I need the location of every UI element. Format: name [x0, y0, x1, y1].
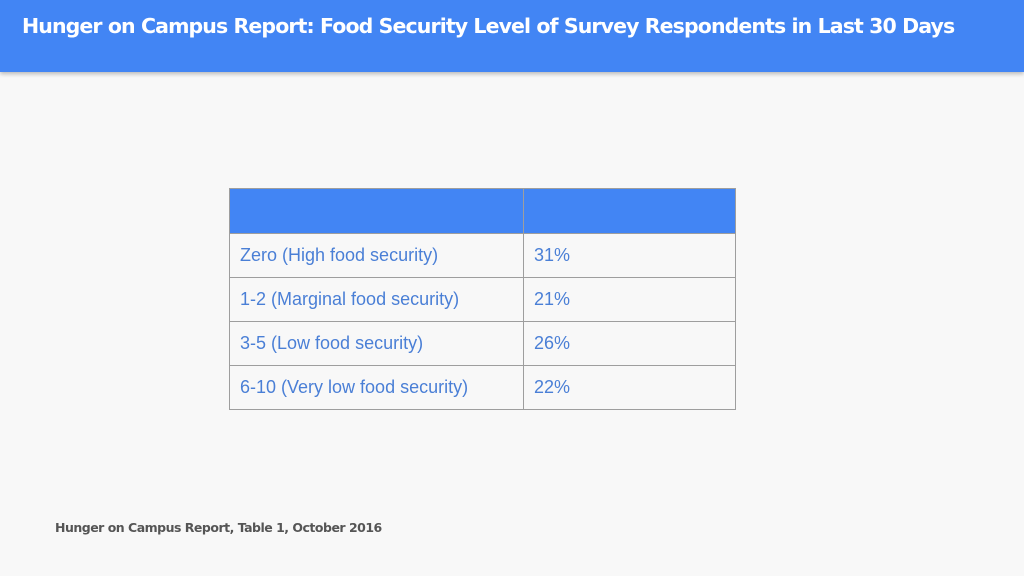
table-header-cell — [230, 189, 524, 234]
row-value: 31% — [524, 234, 736, 278]
table-row — [230, 278, 736, 322]
table-row — [230, 366, 736, 410]
source-citation: Hunger on Campus Report, Table 1, October 2016 — [55, 520, 382, 535]
title-bar — [0, 0, 1024, 72]
food-security-table — [229, 188, 736, 410]
row-label: 1-2 (Marginal food security) — [230, 278, 524, 322]
table-row — [230, 322, 736, 366]
table-header-row — [230, 189, 736, 234]
row-value: 22% — [524, 366, 736, 410]
table-row — [230, 234, 736, 278]
row-value: 21% — [524, 278, 736, 322]
data-table-container — [229, 188, 735, 410]
page-title: Hunger on Campus Report: Food Security Level of Survey Respondents in Last 30 Days — [22, 14, 955, 38]
row-label: 3-5 (Low food security) — [230, 322, 524, 366]
table-header-cell — [524, 189, 736, 234]
row-label: Zero (High food security) — [230, 234, 524, 278]
row-label: 6-10 (Very low food security) — [230, 366, 524, 410]
row-value: 26% — [524, 322, 736, 366]
